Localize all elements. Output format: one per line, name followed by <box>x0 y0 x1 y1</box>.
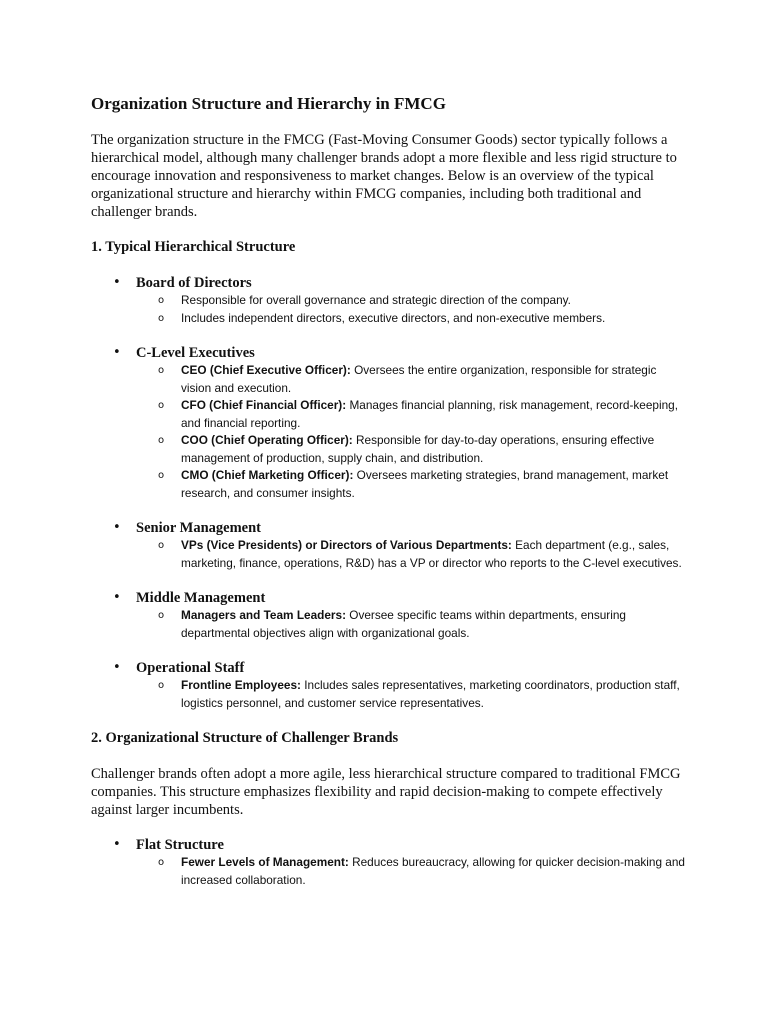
sub-list-item <box>136 607 691 642</box>
sub-item-description: Each department (e.g., sales, marketing, finance, operations, R&D) has a VP or director who reports to the C-level executives. <box>181 538 682 570</box>
sub-list-item <box>136 310 691 328</box>
circle-bullet-icon: o <box>158 400 165 411</box>
circle-bullet-icon: o <box>158 470 165 481</box>
sub-item-text <box>181 432 686 467</box>
sub-item-text <box>181 362 686 397</box>
circle-bullet-icon: o <box>158 680 165 691</box>
list-item-heading: Flat Structure <box>136 837 224 853</box>
bullet-icon: • <box>113 837 121 852</box>
bullet-icon: • <box>113 590 121 605</box>
sub-list-item <box>136 362 691 397</box>
sub-item-description: Oversee specific teams within departments, ensuring departmental objectives align with organizational goals. <box>181 608 626 640</box>
sub-item-description: Oversees the entire organization, responsible for strategic vision and execution. <box>181 363 657 395</box>
sub-list <box>136 677 691 712</box>
sub-item-text <box>181 537 686 572</box>
circle-bullet-icon: o <box>158 610 165 621</box>
circle-bullet-icon: o <box>158 540 165 551</box>
circle-bullet-icon: o <box>158 365 165 376</box>
sub-list-item <box>136 397 691 432</box>
sub-item-term: Frontline Employees: <box>181 678 301 692</box>
list-item <box>91 589 691 642</box>
sub-item-description: Manages financial planning, risk management, record-keeping, and financial reporting. <box>181 398 678 430</box>
sub-item-description: Oversees marketing strategies, brand management, market research, and consumer insights. <box>181 468 669 500</box>
sub-item-description: Responsible for day-to-day operations, ensuring effective management of production, supply chain, and distribution. <box>181 433 655 465</box>
sub-list-item <box>136 467 691 502</box>
sub-item-description: Reduces bureaucracy, allowing for quicker decision-making and increased collaboration. <box>181 855 685 887</box>
sub-item-term: CEO (Chief Executive Officer): <box>181 363 351 377</box>
sub-list <box>136 854 691 889</box>
list-item <box>91 274 691 327</box>
sub-item-text <box>181 854 686 889</box>
sub-item-term: Fewer Levels of Management: <box>181 855 349 869</box>
sub-item-term: VPs (Vice Presidents) or Directors of Various Departments: <box>181 538 512 552</box>
circle-bullet-icon: o <box>158 312 165 324</box>
sub-item-text <box>181 292 686 310</box>
sub-list <box>136 537 691 572</box>
page-title: Organization Structure and Hierarchy in FMCG <box>91 94 446 113</box>
intro-paragraph: The organization structure in the FMCG (Fast-Moving Consumer Goods) sector typically follows a hierarchical model, although many challenger brands adopt a more flexible and less rigid structure to encourage innovation and responsiveness to market changes. Below is an overview of the typical organizational structure and hierarchy within FMCG companies, including both traditional and challenger brands. <box>91 132 677 220</box>
sub-list-item <box>136 537 691 572</box>
section2-list <box>91 836 691 889</box>
sub-item-text <box>181 397 686 432</box>
sub-list-item <box>136 292 691 310</box>
bullet-icon: • <box>113 275 121 290</box>
list-item-heading: Senior Management <box>136 520 261 536</box>
section2-heading: 2. Organizational Structure of Challenger Brands <box>91 730 399 746</box>
sub-item-text <box>181 467 686 502</box>
bullet-icon: • <box>113 345 121 360</box>
section2-intro: Challenger brands often adopt a more agile, less hierarchical structure compared to traditional FMCG companies. This structure emphasizes flexibility and rapid decision-making to compete effectively against larger incumbents. <box>91 766 681 818</box>
document-page <box>91 94 691 906</box>
sub-item-description: Responsible for overall governance and strategic direction of the company. <box>181 293 571 307</box>
bullet-icon: • <box>113 660 121 675</box>
circle-bullet-icon: o <box>158 857 165 868</box>
sub-list <box>136 607 691 642</box>
list-item-heading: Operational Staff <box>136 660 245 676</box>
list-item <box>91 344 691 502</box>
sub-list-item <box>136 432 691 467</box>
list-item <box>91 836 691 889</box>
sub-item-term: Managers and Team Leaders: <box>181 608 346 622</box>
bullet-icon: • <box>113 520 121 535</box>
list-item-heading: C-Level Executives <box>136 345 255 361</box>
sub-item-description: Includes independent directors, executive directors, and non-executive members. <box>181 310 606 325</box>
sub-item-term: CMO (Chief Marketing Officer): <box>181 468 354 482</box>
sub-list <box>136 292 691 327</box>
sub-item-text <box>181 677 686 712</box>
list-item <box>91 519 691 572</box>
circle-bullet-icon: o <box>158 435 165 446</box>
sub-list-item <box>136 677 691 712</box>
section1-list <box>91 274 691 712</box>
sub-list-item <box>136 854 691 889</box>
sub-item-description: Includes sales representatives, marketing coordinators, production staff, logistics personnel, and customer service representatives. <box>181 678 680 710</box>
sub-item-text <box>181 607 686 642</box>
sub-item-text <box>181 310 686 328</box>
sub-item-term: CFO (Chief Financial Officer): <box>181 398 347 412</box>
list-item <box>91 659 691 712</box>
sub-item-term: COO (Chief Operating Officer): <box>181 433 353 447</box>
list-item-heading: Board of Directors <box>136 275 252 291</box>
list-item-heading: Middle Management <box>136 590 266 606</box>
sub-list <box>136 362 691 502</box>
section1-heading: 1. Typical Hierarchical Structure <box>91 239 296 255</box>
circle-bullet-icon: o <box>158 295 165 306</box>
